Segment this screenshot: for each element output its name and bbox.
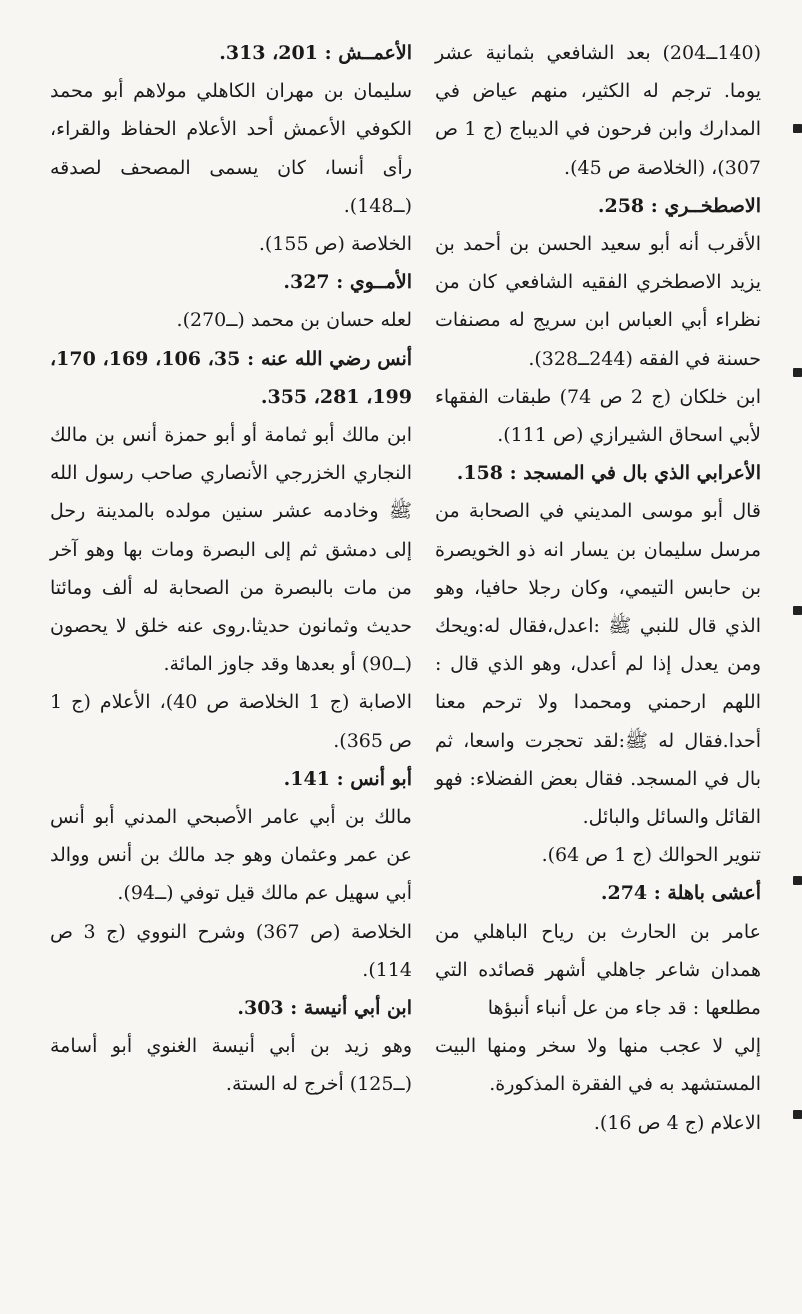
entry-reference: تنوير الحوالك (ج 1 ص 64). (541, 844, 761, 867)
entry-text: عامر بن الحارث بن رياح الباهلي من همدان شاعر جاهلي أشهر قصائده التي مطلعها : قد جاء من عل أنباء أنبؤها (435, 920, 761, 1020)
entry-text: (140ــ204) بعد الشافعي بثمانية عشر يوما. ترجم له الكثير، منهم عياض في المدارك وابن فرحون في الديباج (ج 1 ص 307)، (الخلاصة ص 45). (435, 42, 761, 179)
entry-text: وهو زيد بن أبي أنيسة الغنوي أبو أسامة (ــ125) أخرج له الستة. (50, 1035, 412, 1096)
entry-text: الأقرب أنه أبو سعيد الحسن بن أحمد بن يزيد الاصطخري الفقيه الشافعي كان من نظراء أبي العباس ابن سريج له مصنفات حسنة في الفقه (244ــ328). (435, 233, 761, 370)
entry-text: إلي لا عجب منها ولا سخر ومنها البيت المستشهد به في الفقرة المذكورة. (435, 1035, 761, 1096)
entry-reference: الخلاصة (ص 155). (258, 233, 412, 256)
entry-heading: الأمــوي : 327. (283, 271, 412, 294)
scan-margin-mark (793, 606, 802, 615)
entry-heading: الاصطخــري : 258. (597, 194, 761, 217)
entry-heading: ابن أبي أنيسة : 303. (237, 997, 412, 1020)
scan-margin-mark (793, 368, 802, 377)
right-column (435, 34, 761, 1142)
entry-text: سليمان بن مهران الكاهلي مولاهم أبو محمد الكوفي الأعمش أحد الأعلام الحفاظ والقراء، رأى أنسا، كان يسمى المصحف لصدقه (ــ148). (50, 80, 412, 217)
scan-margin-mark (793, 124, 802, 133)
entry-text: قال أبو موسى المديني في الصحابة من مرسل سليمان بن يسار انه ذو الخويصرة بن حابس التيمي، وكان رجلا حافيا، وهو الذي قال للنبي ﷺ :اعدل،فقال له:ويحك ومن يعدل إذا لم أعدل، وهو الذي قال : اللهم ارحمني ومحمدا ولا ترحم معنا أحدا.فقال له ﷺ:لقد تحجرت واسعا، ثم بال في المسجد. فقال بعض الفضلاء: فهو القائل والسائل والبائل. (435, 500, 761, 829)
scan-margin-mark (793, 1110, 802, 1119)
entry-heading: أنس رضي الله عنه : 35، 106، 169، 170، 199، 281، 355. (50, 347, 413, 408)
entry-reference: الاعلام (ج 4 ص 16). (593, 1111, 761, 1134)
entry-heading: أبو أنس : 141. (283, 767, 412, 790)
entry-reference: الاصابة (ج 1 الخلاصة ص 40)، الأعلام (ج 1 ص 365). (50, 691, 412, 752)
entry-text: مالك بن أبي عامر الأصبحي المدني أبو أنس عن عمر وعثمان وهو جد مالك بن أنس ووالد أبي سهيل عم مالك قيل توفي (ــ94). (50, 806, 412, 905)
entry-text: لعله حسان بن محمد (ــ270). (176, 309, 412, 332)
scan-margin-mark (793, 876, 802, 885)
entry-reference: الخلاصة (ص 367) وشرح النووي (ج 3 ص 114). (50, 920, 412, 981)
entry-reference: ابن خلكان (ج 2 ص 74) طبقات الفقهاء لأبي اسحاق الشيرازي (ص 111). (435, 385, 761, 447)
entry-text: ابن مالك أبو ثمامة أو أبو حمزة أنس بن مالك النجاري الخزرجي الأنصاري صاحب رسول الله ﷺ وخادمه عشر سنين مولده بالمدينة رحل إلى دمشق ثم إلى البصرة ومات بها وهو آخر من مات بالبصرة من الصحابة له ألف ومائتا حديث وثمانون حديثا.روى عنه خلق لا يحصون (ــ90) أو بعدها وقد جاوز المائة. (50, 424, 412, 676)
left-column (50, 34, 412, 1104)
entry-heading: أعشى باهلة : 274. (600, 882, 761, 905)
entry-heading: الأعرابي الذي بال في المسجد : 158. (456, 462, 761, 485)
entry-heading: الأعمــش : 201، 313. (219, 42, 412, 64)
